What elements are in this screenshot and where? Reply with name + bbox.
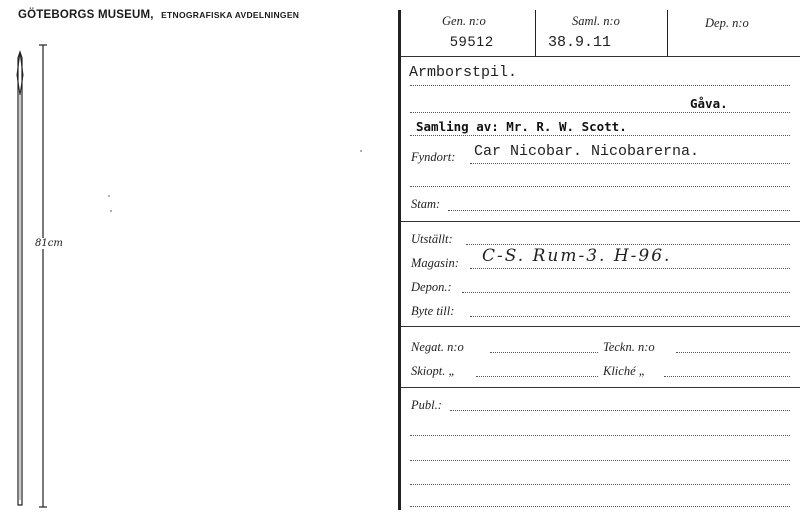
object-name: Armborstpil.: [409, 64, 518, 81]
byte-label: Byte till:: [411, 304, 455, 318]
gen-value: 59512: [450, 33, 494, 49]
magasin-label: Magasin:: [411, 256, 459, 270]
saml-label: Saml. n:o: [572, 14, 620, 28]
gen-label: Gen. n:o: [442, 14, 486, 28]
collection-line: Samling av: Mr. R. W. Scott.: [416, 119, 627, 134]
arrow-sketch: [0, 0, 120, 516]
department-name: ETNOGRAFISKA AVDELNINGEN: [161, 10, 300, 20]
stam-label: Stam:: [411, 197, 441, 211]
magasin-value: C-S. Rum-3. H-96.: [482, 246, 672, 266]
skiopt-label: Skiopt. „: [411, 364, 456, 378]
depon-label: Depon.:: [411, 280, 452, 294]
dep-label: Dep. n:o: [705, 16, 749, 30]
gift-label: Gåva.: [690, 96, 728, 111]
card-left-border: [398, 10, 401, 510]
negat-label: Negat. n:o: [411, 340, 464, 354]
fyndort-value: Car Nicobar. Nicobarerna.: [474, 143, 700, 160]
saml-value: 38.9.11: [548, 34, 612, 51]
kliche-label: Kliché „: [603, 364, 646, 378]
fyndort-label: Fyndort:: [411, 150, 456, 164]
museum-name: GÖTEBORGS MUSEUM,: [18, 9, 154, 21]
measure-label: 81cm: [35, 238, 63, 249]
utstallt-label: Utställt:: [411, 232, 453, 246]
publ-label: Publ.:: [411, 398, 442, 412]
teckn-label: Teckn. n:o: [603, 340, 655, 354]
